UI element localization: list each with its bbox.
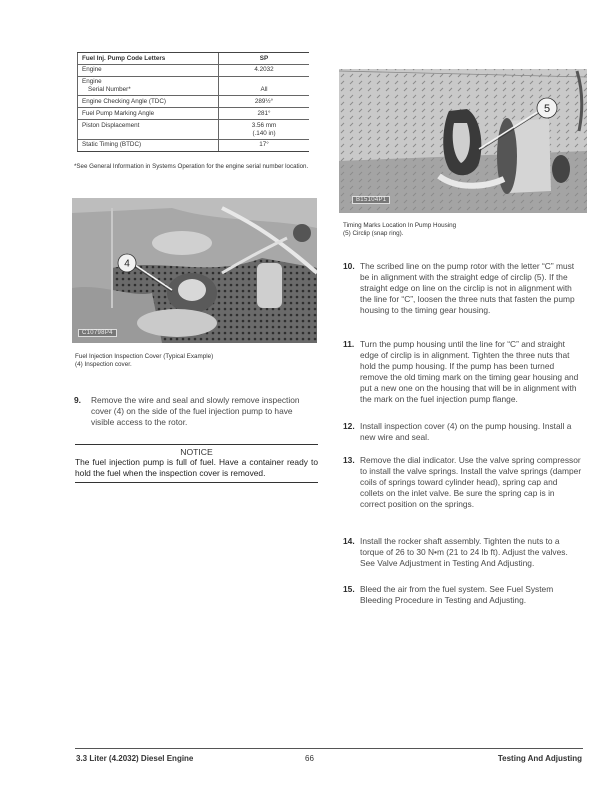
spec-table [77, 52, 309, 152]
figure-caption-left [75, 353, 213, 369]
table-row [78, 120, 310, 140]
notice-body: The fuel injection pump is full of fuel. Have a container ready to hold the fuel when the inspection cover is removed. [75, 457, 318, 478]
engine-photo-illustration [72, 198, 317, 343]
step-text: Turn the pump housing until the line for “C” and straight edge of circlip is in alignment. Tighten the three nuts that hold the pump housing. If the pump has been turned remove the old timing mark on the timing gear housing and put a new one on the housing that will be in alignment with the mark on the fuel injection pump flange. [360, 339, 579, 404]
caption-title: Timing Marks Location In Pump Housing [343, 222, 457, 229]
table-row [78, 139, 310, 151]
step-text: Install the rocker shaft assembly. Tighten the nuts to a torque of 26 to 30 N•m (21 to 24 lb ft). Adjust the valves. See Valve Adjustment in Testing And Adjusting. [360, 536, 568, 568]
table-row [78, 53, 310, 65]
inspection-cover-photo [72, 198, 317, 343]
table-cell-label [78, 76, 219, 96]
footer-engine-title: 3.3 Liter (4.2032) Diesel Engine [76, 754, 194, 763]
step-14 [343, 536, 582, 569]
table-header-value: SP [219, 53, 310, 65]
table-row [78, 64, 310, 76]
figure-caption-right [343, 222, 456, 238]
step-text: Remove the dial indicator. Use the valve spring compressor to install the valve springs. Install the valve springs (damper coils of springs toward cylinder head), spring cap and collets on the inlet valve. Be sure the spring cap is in correct position on the springs. [360, 455, 582, 509]
table-row [78, 96, 310, 108]
step-number: 12. [343, 421, 355, 431]
step-number: 13. [343, 455, 355, 465]
table-cell-label-line1: Engine [82, 78, 102, 86]
caption-item: (4) Inspection cover. [75, 361, 132, 369]
step-13 [343, 455, 582, 510]
notice-title: NOTICE [180, 447, 213, 457]
caption-item: (5) Circlip (snap ring). [343, 230, 404, 238]
step-number: 14. [343, 536, 355, 546]
table-cell-label: Engine [78, 64, 219, 76]
step-12 [343, 421, 582, 443]
step-text: Bleed the air from the fuel system. See Fuel System Bleeding Procedure in Testing and Adjusting. [360, 584, 554, 605]
step-9 [74, 395, 316, 428]
step-text: Install inspection cover (4) on the pump housing. Install a new wire and seal. [360, 421, 572, 442]
table-cell-value: 17° [219, 139, 310, 151]
figure-id-label: C10798P4 [78, 329, 117, 337]
step-10 [343, 261, 582, 316]
table-cell-value [219, 120, 310, 140]
table-cell-value: 281° [219, 108, 310, 120]
notice-box [75, 444, 318, 483]
footer-divider [75, 748, 583, 749]
step-text: Remove the wire and seal and slowly remove inspection cover (4) on the side of the fuel injection pump to have visible access to the rotor. [91, 395, 300, 427]
table-cell-value: 289½° [219, 96, 310, 108]
table-row [78, 76, 310, 96]
table-header-label: Fuel Inj. Pump Code Letters [78, 53, 219, 65]
table-cell-label: Piston Displacement [78, 120, 219, 140]
table-cell-label-line2: Serial Number* [88, 86, 131, 94]
table-cell-value: All [219, 76, 310, 96]
page-number: 66 [305, 754, 314, 763]
step-number: 11. [343, 339, 355, 349]
table-cell-value-line2: (.140 in) [252, 129, 276, 137]
step-number: 15. [343, 584, 355, 594]
step-number: 10. [343, 261, 355, 271]
caption-title: Fuel Injection Inspection Cover (Typical Example) [75, 353, 214, 360]
step-text: The scribed line on the pump rotor with the letter “C” must be in alignment with the straight edge of circlip (5). If the straight edge on line on the circlip is not in alignment with the line for “C”, loosen the three nuts that fasten the pump housing to the timing gear housing. [360, 261, 575, 315]
table-footnote: *See General Information in Systems Operation for the engine serial number location. [74, 163, 309, 170]
footer-section-title: Testing And Adjusting [497, 754, 582, 763]
step-11 [343, 339, 582, 405]
table-cell-label: Fuel Pump Marking Angle [78, 108, 219, 120]
pump-housing-illustration [339, 51, 587, 213]
table-cell-label: Static Timing (BTDC) [78, 139, 219, 151]
table-cell-value: 4.2032 [219, 64, 310, 76]
callout-number: 4 [124, 258, 130, 270]
table-cell-label: Engine Checking Angle (TDC) [78, 96, 219, 108]
table-cell-value-line1: 3.56 mm [251, 121, 277, 129]
table-row [78, 108, 310, 120]
timing-marks-photo [339, 51, 587, 213]
callout-number: 5 [543, 103, 551, 115]
figure-id-label: B15104P1 [352, 196, 390, 204]
step-15 [343, 584, 582, 606]
step-number: 9. [74, 395, 81, 405]
